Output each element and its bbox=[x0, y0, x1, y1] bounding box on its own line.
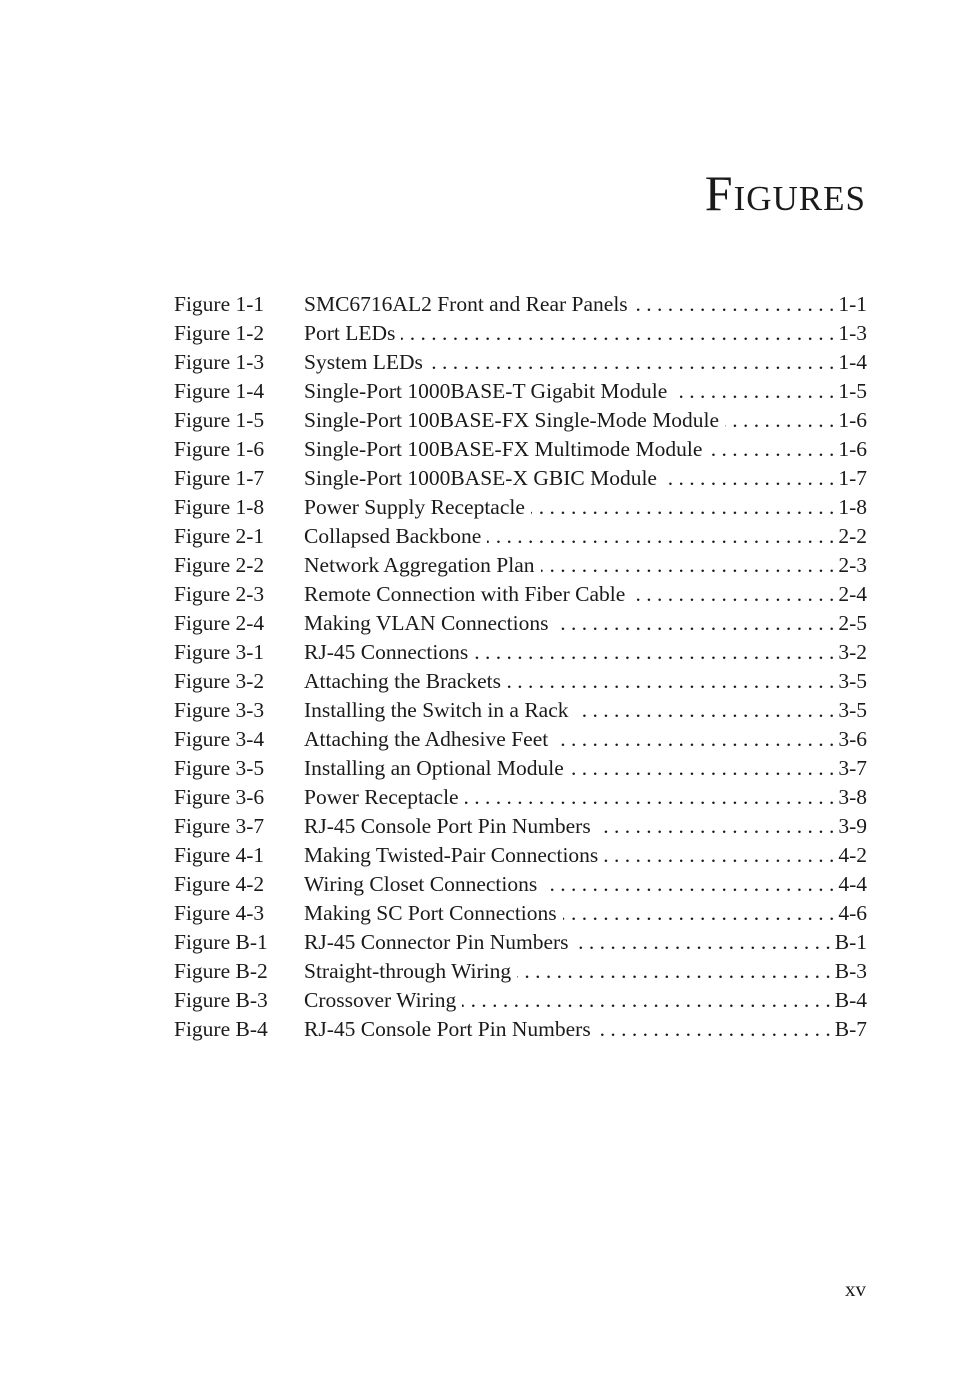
figure-number: Figure 1-5 bbox=[174, 408, 265, 432]
figure-title: Single-Port 100BASE-FX Single-Mode Module bbox=[304, 408, 720, 432]
figure-page: 1-6 bbox=[838, 408, 867, 432]
dot-leader bbox=[429, 348, 834, 377]
figure-title: System LEDs bbox=[304, 350, 423, 374]
figure-number: Figure 3-4 bbox=[174, 727, 265, 751]
figure-page: 2-4 bbox=[838, 582, 867, 606]
dot-leader bbox=[570, 754, 835, 783]
figure-title: Crossover Wiring bbox=[304, 988, 457, 1012]
figure-number: Figure 1-8 bbox=[174, 495, 265, 519]
figure-title: RJ-45 Connector Pin Numbers bbox=[304, 930, 569, 954]
figure-title: Collapsed Backbone bbox=[304, 524, 482, 548]
figure-title: Remote Connection with Fiber Cable bbox=[304, 582, 626, 606]
figure-title: Wiring Closet Connections bbox=[304, 872, 538, 896]
figure-title: Power Supply Receptacle bbox=[304, 495, 525, 519]
figure-page: 2-3 bbox=[838, 553, 867, 577]
toc-entry[interactable] bbox=[174, 667, 867, 696]
toc-entry[interactable] bbox=[174, 638, 867, 667]
figure-number: Figure 3-2 bbox=[174, 669, 265, 693]
figure-number: Figure 1-6 bbox=[174, 437, 265, 461]
figure-page: 3-5 bbox=[838, 698, 867, 722]
dot-leader bbox=[597, 812, 835, 841]
figure-page: B-1 bbox=[834, 930, 867, 954]
toc-entry[interactable] bbox=[174, 1015, 867, 1044]
figure-title: RJ-45 Console Port Pin Numbers bbox=[304, 1017, 591, 1041]
toc-entry[interactable] bbox=[174, 870, 867, 899]
toc-entry[interactable] bbox=[174, 841, 867, 870]
dot-leader bbox=[631, 580, 834, 609]
figure-title: RJ-45 Console Port Pin Numbers bbox=[304, 814, 591, 838]
toc-entry[interactable] bbox=[174, 754, 867, 783]
figure-number: Figure 4-2 bbox=[174, 872, 265, 896]
figure-page: B-7 bbox=[834, 1017, 867, 1041]
dot-leader bbox=[597, 1015, 831, 1044]
dot-leader bbox=[663, 464, 834, 493]
figure-title: Attaching the Brackets bbox=[304, 669, 502, 693]
figure-number: Figure 2-1 bbox=[174, 524, 265, 548]
figure-number: Figure B-3 bbox=[174, 988, 268, 1012]
figure-page: 1-4 bbox=[838, 350, 867, 374]
figure-page: 3-2 bbox=[838, 640, 867, 664]
figure-title: Making VLAN Connections bbox=[304, 611, 549, 635]
figure-title: Making Twisted-Pair Connections bbox=[304, 843, 599, 867]
dot-leader bbox=[604, 841, 834, 870]
figure-number: Figure B-4 bbox=[174, 1017, 268, 1041]
toc-entry[interactable] bbox=[174, 928, 867, 957]
dot-leader bbox=[462, 986, 831, 1015]
figure-page: 4-4 bbox=[838, 872, 867, 896]
figure-page: 3-9 bbox=[838, 814, 867, 838]
toc-entry[interactable] bbox=[174, 609, 867, 638]
dot-leader bbox=[725, 406, 834, 435]
figure-title: Network Aggregation Plan bbox=[304, 553, 535, 577]
dot-leader bbox=[507, 667, 834, 696]
figure-number: Figure 3-3 bbox=[174, 698, 265, 722]
figure-number: Figure 3-7 bbox=[174, 814, 265, 838]
toc-entry[interactable] bbox=[174, 464, 867, 493]
figure-page: 3-8 bbox=[838, 785, 867, 809]
toc-entry[interactable] bbox=[174, 406, 867, 435]
toc-entry[interactable] bbox=[174, 725, 867, 754]
figure-page: B-3 bbox=[834, 959, 867, 983]
dot-leader bbox=[517, 957, 831, 986]
dot-leader bbox=[465, 783, 835, 812]
toc-entry[interactable] bbox=[174, 493, 867, 522]
toc-entry[interactable] bbox=[174, 899, 867, 928]
toc-entry[interactable] bbox=[174, 812, 867, 841]
dot-leader bbox=[673, 377, 834, 406]
figure-number: Figure B-2 bbox=[174, 959, 268, 983]
figure-page: 3-5 bbox=[838, 669, 867, 693]
toc-entry[interactable] bbox=[174, 377, 867, 406]
figure-title: Straight-through Wiring bbox=[304, 959, 512, 983]
figure-page: 4-6 bbox=[838, 901, 867, 925]
figure-title: Installing the Switch in a Rack bbox=[304, 698, 569, 722]
dot-leader bbox=[634, 290, 835, 319]
figure-number: Figure 2-4 bbox=[174, 611, 265, 635]
figure-title: Single-Port 100BASE-FX Multimode Module bbox=[304, 437, 703, 461]
figure-number: Figure 4-3 bbox=[174, 901, 265, 925]
figure-number: Figure 1-4 bbox=[174, 379, 265, 403]
figure-page: 1-1 bbox=[838, 292, 867, 316]
dot-leader bbox=[708, 435, 834, 464]
toc-entry[interactable] bbox=[174, 348, 867, 377]
figure-page: 3-7 bbox=[838, 756, 867, 780]
dot-leader bbox=[531, 493, 834, 522]
dot-leader bbox=[543, 870, 834, 899]
toc-entry[interactable] bbox=[174, 319, 867, 348]
toc-entry[interactable] bbox=[174, 435, 867, 464]
list-of-figures bbox=[174, 290, 867, 1044]
page-title: Figures bbox=[704, 165, 866, 221]
figure-page: B-4 bbox=[834, 988, 867, 1012]
dot-leader bbox=[401, 319, 834, 348]
figure-title: Single-Port 1000BASE-T Gigabit Module bbox=[304, 379, 668, 403]
figure-title: SMC6716AL2 Front and Rear Panels bbox=[304, 292, 628, 316]
figure-page: 2-2 bbox=[838, 524, 867, 548]
dot-leader bbox=[575, 696, 835, 725]
toc-entry[interactable] bbox=[174, 522, 867, 551]
figure-number: Figure 2-2 bbox=[174, 553, 265, 577]
figure-number: Figure 1-2 bbox=[174, 321, 265, 345]
figure-page: 1-3 bbox=[838, 321, 867, 345]
figure-title: Port LEDs bbox=[304, 321, 396, 345]
page-number: xv bbox=[845, 1277, 866, 1301]
figure-title: Attaching the Adhesive Feet bbox=[304, 727, 549, 751]
figure-title: Single-Port 1000BASE-X GBIC Module bbox=[304, 466, 657, 490]
figure-number: Figure 1-3 bbox=[174, 350, 265, 374]
figure-page: 3-6 bbox=[838, 727, 867, 751]
figure-page: 1-6 bbox=[838, 437, 867, 461]
toc-entry[interactable] bbox=[174, 290, 867, 319]
dot-leader bbox=[474, 638, 834, 667]
figure-title: Power Receptacle bbox=[304, 785, 459, 809]
figure-title: Installing an Optional Module bbox=[304, 756, 564, 780]
figure-title: Making SC Port Connections bbox=[304, 901, 557, 925]
toc-entry[interactable] bbox=[174, 957, 867, 986]
dot-leader bbox=[554, 609, 834, 638]
dot-leader bbox=[541, 551, 835, 580]
figure-title: RJ-45 Connections bbox=[304, 640, 469, 664]
figure-number: Figure 1-1 bbox=[174, 292, 265, 316]
figure-number: Figure 3-6 bbox=[174, 785, 265, 809]
figure-page: 1-8 bbox=[838, 495, 867, 519]
dot-leader bbox=[487, 522, 834, 551]
figure-page: 2-5 bbox=[838, 611, 867, 635]
figure-number: Figure 3-5 bbox=[174, 756, 265, 780]
toc-entry[interactable] bbox=[174, 696, 867, 725]
toc-entry[interactable] bbox=[174, 580, 867, 609]
figure-number: Figure B-1 bbox=[174, 930, 268, 954]
figure-page: 4-2 bbox=[838, 843, 867, 867]
figure-number: Figure 3-1 bbox=[174, 640, 265, 664]
toc-entry[interactable] bbox=[174, 783, 867, 812]
figure-page: 1-5 bbox=[838, 379, 867, 403]
figure-number: Figure 4-1 bbox=[174, 843, 265, 867]
dot-leader bbox=[575, 928, 831, 957]
figure-page: 1-7 bbox=[838, 466, 867, 490]
dot-leader bbox=[563, 899, 835, 928]
dot-leader bbox=[554, 725, 834, 754]
figure-number: Figure 1-7 bbox=[174, 466, 265, 490]
toc-entry[interactable] bbox=[174, 986, 867, 1015]
toc-entry[interactable] bbox=[174, 551, 867, 580]
figure-number: Figure 2-3 bbox=[174, 582, 265, 606]
